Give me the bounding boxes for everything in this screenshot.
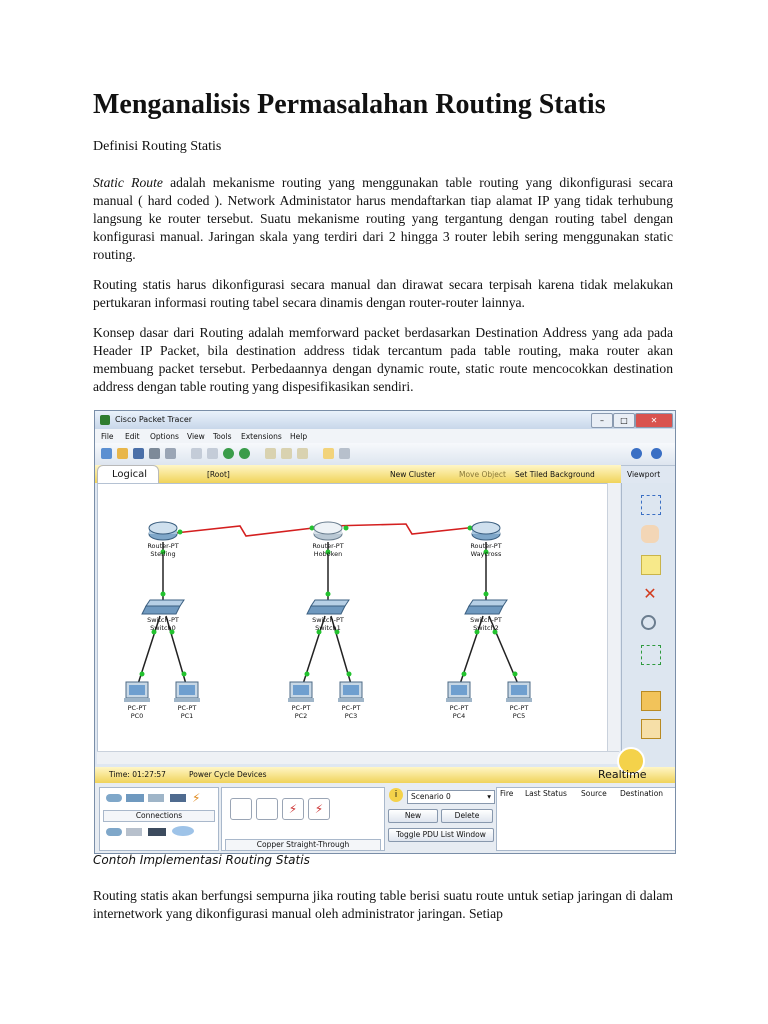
pc5-icon[interactable]	[506, 682, 532, 702]
time-readout: Time: 01:27:57	[109, 770, 166, 779]
packet-tracer-screenshot	[94, 410, 676, 854]
routers-category-icon[interactable]	[106, 794, 122, 802]
auto-connect-icon[interactable]	[230, 798, 252, 820]
hubs-category-icon[interactable]	[148, 794, 164, 802]
delete-x-icon[interactable]: ✕	[643, 584, 657, 603]
paste-icon[interactable]	[207, 448, 218, 459]
menu-file[interactable]: File	[101, 432, 114, 441]
inspect-magnifier-icon[interactable]	[641, 615, 656, 630]
pc2-icon[interactable]	[288, 682, 314, 702]
switch1-label: Switch-PT Switch1	[312, 616, 344, 632]
print-icon[interactable]	[149, 448, 160, 459]
serial-link-hoboken-waycross	[330, 524, 486, 534]
page-title: Menganalisis Permasalahan Routing Statis	[93, 89, 606, 120]
time-status-bar	[95, 767, 675, 783]
resize-shape-icon[interactable]	[641, 645, 661, 665]
router-waycross-icon[interactable]	[472, 522, 500, 540]
viewport-button[interactable]: Viewport	[627, 470, 661, 479]
menu-extensions[interactable]: Extensions	[241, 432, 282, 441]
delete-scenario-button[interactable]: Delete	[441, 809, 493, 823]
switch0-label: Switch-PT Switch0	[147, 616, 179, 632]
new-file-icon[interactable]	[101, 448, 112, 459]
pdu-col-fire[interactable]: Fire	[500, 789, 514, 798]
pc4-label: PC-PT PC4	[449, 704, 469, 720]
redo-icon[interactable]	[239, 448, 250, 459]
menu-bar	[95, 429, 675, 443]
copy-icon[interactable]	[191, 448, 202, 459]
minimize-button[interactable]: –	[591, 413, 613, 428]
place-note-icon[interactable]	[641, 555, 661, 575]
window-titlebar	[95, 411, 675, 429]
custom-device-icon[interactable]	[339, 448, 350, 459]
figure-caption: Contoh Implementasi Routing Statis	[93, 853, 310, 867]
router-waycross-label: Router-PT Waycross	[470, 542, 502, 558]
zoom-out-icon[interactable]	[297, 448, 308, 459]
pc0-label: PC-PT PC0	[127, 704, 147, 720]
menu-view[interactable]: View	[187, 432, 205, 441]
switches-category-icon[interactable]	[126, 794, 144, 802]
connections-label: Connections	[103, 810, 215, 822]
paragraph-routing-concept: Konsep dasar dari Routing adalah memforward packet berdasarkan Destination Address yang ada pada Header IP Packet, bila destination address tidak tercantum pada table routing, maka router akan membuang packet tersebut. Perbedaannya dengan dynamic route, static route mencocokkan destination address dengan table routing yang dispesifikasikan sendiri.	[93, 325, 673, 394]
wan-emulation-category-icon[interactable]	[148, 828, 166, 836]
common-tools-panel	[621, 483, 676, 773]
menu-options[interactable]: Options	[150, 432, 179, 441]
security-category-icon[interactable]	[126, 828, 142, 836]
add-complex-pdu-icon[interactable]	[641, 719, 661, 739]
switch1-icon[interactable]	[307, 600, 349, 614]
zoom-in-icon[interactable]	[265, 448, 276, 459]
root-label: [Root]	[207, 470, 230, 479]
serial-dce-icon[interactable]: ⚡	[282, 798, 304, 820]
maximize-button[interactable]: □	[613, 413, 635, 428]
close-button[interactable]: ✕	[635, 413, 673, 428]
packet-tracer-app-icon	[100, 415, 110, 425]
pc1-label: PC-PT PC1	[177, 704, 197, 720]
move-object-button[interactable]: Move Object	[459, 470, 506, 479]
menu-edit[interactable]: Edit	[125, 432, 140, 441]
save-icon[interactable]	[133, 448, 144, 459]
serial-link-sterling-hoboken	[166, 526, 330, 536]
switch2-icon[interactable]	[465, 600, 507, 614]
new-cluster-button[interactable]: New Cluster	[390, 470, 436, 479]
pdu-col-last-status[interactable]: Last Status	[525, 789, 567, 798]
palette-icon[interactable]	[323, 448, 334, 459]
switch0-icon[interactable]	[142, 600, 184, 614]
help-icon[interactable]	[651, 448, 662, 459]
undo-icon[interactable]	[223, 448, 234, 459]
select-tool-icon[interactable]	[641, 495, 661, 515]
pc4-icon[interactable]	[446, 682, 472, 702]
chevron-down-icon: ▾	[487, 792, 491, 801]
power-cycle-button[interactable]: Power Cycle Devices	[189, 770, 267, 779]
zoom-reset-icon[interactable]	[281, 448, 292, 459]
custom-devices-category-icon[interactable]	[172, 826, 194, 836]
move-layout-hand-icon[interactable]	[641, 525, 659, 543]
menu-tools[interactable]: Tools	[213, 432, 232, 441]
end-devices-category-icon[interactable]	[106, 828, 122, 836]
new-scenario-button[interactable]: New	[388, 809, 438, 823]
activity-wizard-icon[interactable]	[165, 448, 176, 459]
main-toolbar	[95, 443, 675, 466]
connections-category-icon[interactable]: ⚡	[192, 791, 201, 805]
paragraph-manual-config: Routing statis harus dikonfigurasi secara manual dan dirawat secara terpisah karena tidak melakukan pertukaran informasi routing tabel secara dinamis dengan router-router lainnya.	[93, 277, 673, 310]
pdu-col-destination[interactable]: Destination	[620, 789, 664, 798]
toggle-pdu-list-button[interactable]: Toggle PDU List Window	[388, 828, 494, 842]
router-sterling-label: Router-PT Sterling	[147, 542, 179, 558]
section-subtitle: Definisi Routing Statis	[93, 139, 222, 154]
info-icon[interactable]	[631, 448, 642, 459]
pc3-label: PC-PT PC3	[341, 704, 361, 720]
add-simple-pdu-icon[interactable]	[641, 691, 661, 711]
scenario-select[interactable]: Scenario 0 ▾	[407, 790, 495, 804]
serial-dte-icon[interactable]: ⚡	[308, 798, 330, 820]
router-hoboken-icon[interactable]	[314, 522, 342, 540]
paragraph-static-route	[93, 174, 673, 264]
pc3-icon[interactable]	[338, 682, 364, 702]
pc2-label: PC-PT PC2	[291, 704, 311, 720]
console-cable-icon[interactable]	[256, 798, 278, 820]
pc5-label: PC-PT PC5	[509, 704, 529, 720]
wireless-category-icon[interactable]	[170, 794, 186, 802]
pc0-icon[interactable]	[124, 682, 150, 702]
pdu-col-source[interactable]: Source	[581, 789, 607, 798]
logical-label: Logical	[112, 469, 148, 480]
menu-help[interactable]: Help	[290, 432, 308, 441]
canvas-vertical-scrollbar[interactable]	[607, 483, 620, 751]
switch2-label: Switch-PT Switch2	[470, 616, 502, 632]
router-sterling-icon[interactable]	[149, 522, 177, 540]
pc1-icon[interactable]	[174, 682, 200, 702]
logical-canvas[interactable]	[97, 483, 609, 753]
canvas-horizontal-scrollbar[interactable]	[97, 751, 619, 764]
scenario-info-icon[interactable]: i	[389, 788, 403, 802]
cable-type-label: Copper Straight-Through	[225, 839, 381, 851]
paragraph-static-route-text: adalah mekanisme routing yang menggunakan table routing yang dikonfigurasi secara manual ( hard coded ). Network Administator harus mendaftarkan tiap alamat IP yang tidak terhubung langsung ke router tersebut. Suatu mekanisme routing yang tergantung dengan routing tabel dengan konfigurasi manual. Jaringan skala yang terdiri dari 2 hingga 3 router lebih sering menggunakan static routing.	[93, 175, 673, 262]
open-folder-icon[interactable]	[117, 448, 128, 459]
static-route-term: Static Route	[93, 175, 163, 190]
window-title: Cisco Packet Tracer	[115, 415, 193, 424]
paragraph-routing-table: Routing statis akan berfungsi sempurna jika routing table berisi suatu route untuk setiap jaringan di dalam internetwork yang dikonfigurasi manual oleh administrator jaringan. Setiap	[93, 888, 673, 921]
realtime-mode-label[interactable]: Realtime	[598, 768, 647, 781]
router-hoboken-label: Router-PT Hoboken	[312, 542, 344, 558]
set-tiled-background-button[interactable]: Set Tiled Background	[515, 470, 595, 479]
